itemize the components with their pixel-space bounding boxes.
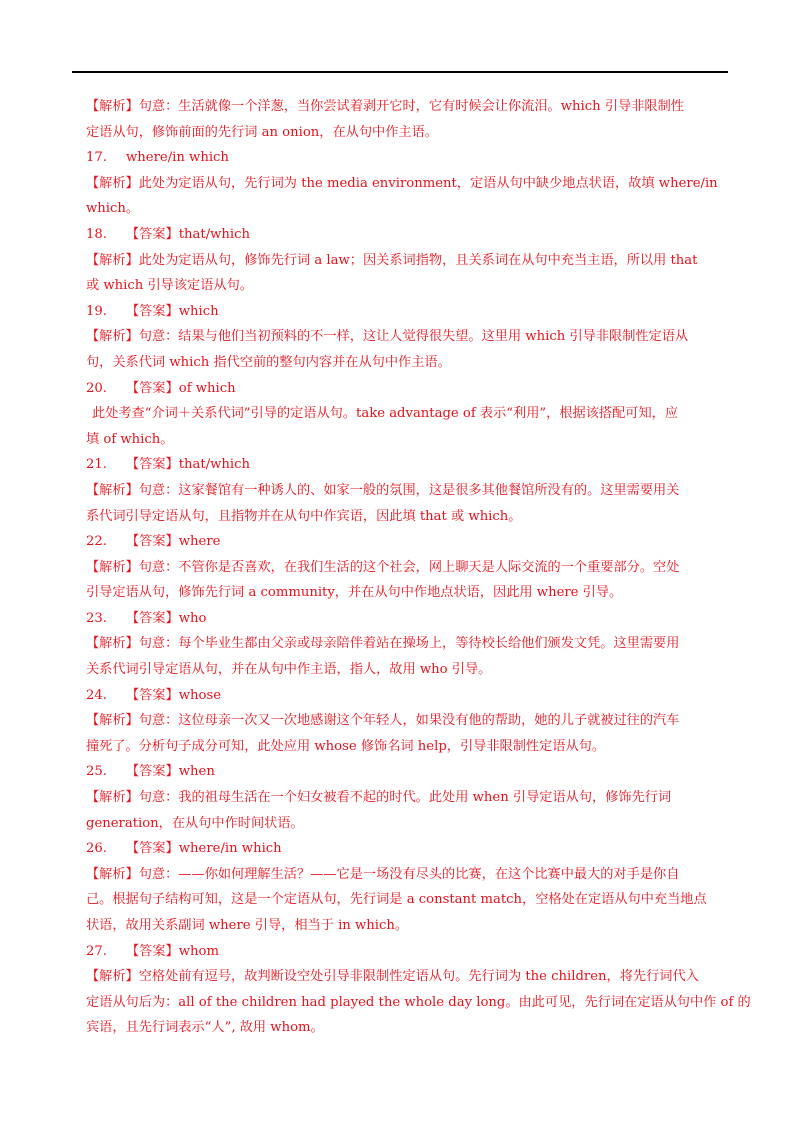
answer-line-20: 20. 【答案】of which bbox=[86, 376, 722, 402]
answer-line-27: 27. 【答案】whom bbox=[86, 939, 722, 965]
answer-explanations bbox=[86, 94, 751, 1041]
header-rule bbox=[72, 71, 728, 73]
text-line: 关系代词引导定语从句，并在从句中作主语，指人，故用 who 引导。 bbox=[86, 662, 492, 678]
text-line: 定语从句后为：all of the children had played the whole day long。由此可见，先行词在定语从句中作 of 的 bbox=[86, 994, 751, 1010]
text-line: 【解析】句意：不管你是否喜欢，在我们生活的这个社会，网上聊天是人际交流的一个重要部分。空处 bbox=[86, 559, 680, 575]
question-number: 18. bbox=[86, 226, 107, 242]
text-line: 状语，故用关系副词 where 引导，相当于 in which。 bbox=[86, 918, 409, 933]
answer-line-22: 22. 【答案】where bbox=[86, 529, 722, 555]
text-line: 【解析】句意：生活就像一个洋葱，当你尝试着剥开它时，它有时候会让你流泪。which 引导非限制性 bbox=[86, 99, 684, 114]
text-line: 【解析】空格处前有逗号，故判断设空处引导非限制性定语从句。先行词为 the children，将先行词代入 bbox=[86, 969, 699, 985]
answer-line-17: 17. where/in which bbox=[86, 145, 722, 171]
text-line: generation，在从句中作时间状语。 bbox=[86, 815, 304, 831]
text-line: 引导定语从句，修饰先行词 a community，并在从句中作地点状语，因此用 where 引导。 bbox=[86, 585, 623, 601]
text-line: 【解析】句意：这位母亲一次又一次地感谢这个年轻人，如果没有他的帮助，她的儿子就被过往的汽车 bbox=[86, 713, 680, 729]
answer-line-23: 23. 【答案】who bbox=[86, 606, 722, 632]
question-number: 23. bbox=[86, 610, 107, 626]
answer-line-19: 19. 【答案】which bbox=[86, 299, 722, 325]
text-line: 【解析】此处为定语从句，修饰先行词 a law；因关系词指物，且关系词在从句中充当主语，所以用 that bbox=[86, 252, 698, 268]
text-line: 填 of which。 bbox=[86, 431, 174, 447]
answer-line-26: 26. 【答案】where/in which bbox=[86, 836, 722, 862]
text-line: 或 which 引导该定语从句。 bbox=[86, 278, 253, 294]
text-line: 此处考查“介词＋关系代词”引导的定语从句。take advantage of 表示“利用”，根据该搭配可知，应 bbox=[92, 406, 679, 422]
question-number: 19. bbox=[86, 303, 107, 319]
answer-line-21: 21. 【答案】that/which bbox=[86, 452, 722, 478]
text-line: 【解析】句意：这家餐馆有一种诱人的、如家一般的氛围，这是很多其他餐馆所没有的。这里需要用关 bbox=[86, 482, 680, 498]
text-line: which。 bbox=[86, 201, 140, 217]
question-number: 21. bbox=[86, 457, 107, 473]
question-number: 27. bbox=[86, 943, 107, 959]
question-number: 17. bbox=[86, 150, 107, 166]
text-line: 【解析】句意：我的祖母生活在一个妇女被看不起的时代。此处用 when 引导定语从句，修饰先行词 bbox=[86, 790, 672, 806]
text-line: 【解析】句意：每个毕业生都由父亲或母亲陪伴着站在操场上，等待校长给他们颁发文凭。这里需要用 bbox=[86, 636, 680, 652]
answer-line-18: 18. 【答案】that/which bbox=[86, 222, 722, 248]
text-line: 系代词引导定语从句，且指物并在从句中作宾语，因此填 that 或 which。 bbox=[86, 508, 522, 524]
answer-line-25: 25. 【答案】when bbox=[86, 759, 722, 785]
text-line: 己。根据句子结构可知，这是一个定语从句，先行词是 a constant match，空格处在定语从句中充当地点 bbox=[86, 892, 707, 908]
question-number: 22. bbox=[86, 534, 107, 550]
text-line: 定语从句，修饰前面的先行词 an onion，在从句中作主语。 bbox=[86, 124, 438, 140]
question-number: 25. bbox=[86, 764, 107, 780]
question-number: 20. bbox=[86, 380, 107, 396]
answer-line-24: 24. 【答案】whose bbox=[86, 683, 722, 709]
text-line: 【解析】此处为定语从句，先行词为 the media environment，定语从句中缺少地点状语，故填 where/in bbox=[86, 175, 718, 191]
text-line: 宾语，且先行词表示“人”, 故用 whom。 bbox=[86, 1020, 324, 1036]
text-line: 句，关系代词 which 指代空前的整句内容并在从句中作主语。 bbox=[86, 354, 451, 370]
question-number: 24. bbox=[86, 687, 107, 703]
question-number: 26. bbox=[86, 841, 107, 857]
text-line: 【解析】句意：结果与他们当初预料的不一样，这让人觉得很失望。这里用 which 引导非限制性定语从 bbox=[86, 329, 689, 345]
text-line: 【解析】句意：——你如何理解生活？——它是一场没有尽头的比赛，在这个比赛中最大的对手是你自 bbox=[86, 866, 680, 882]
text-line: 撞死了。分析句子成分可知，此处应用 whose 修饰名词 help，引导非限制性定语从句。 bbox=[86, 738, 606, 754]
